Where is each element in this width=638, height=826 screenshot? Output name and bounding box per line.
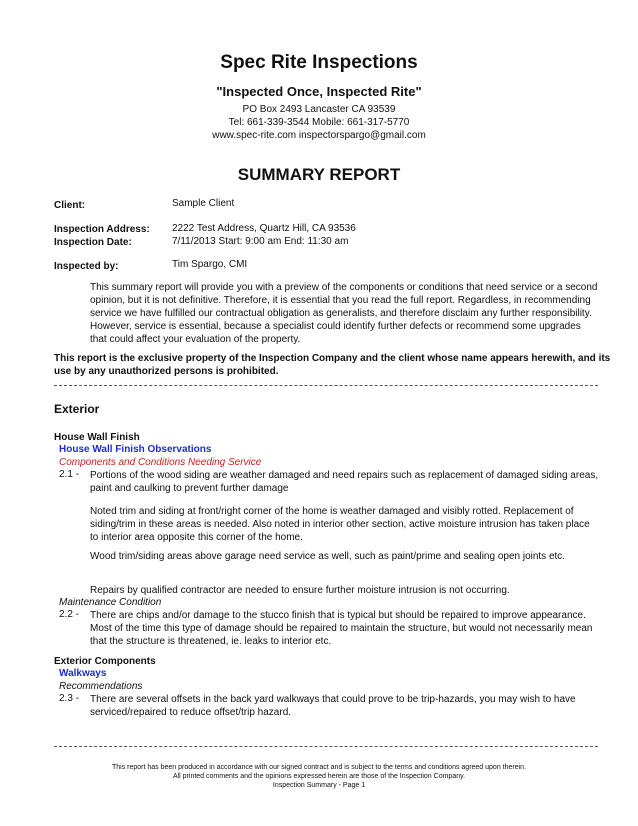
header-divider (54, 385, 598, 386)
company-name (0, 52, 638, 74)
footer-divider (54, 746, 598, 747)
inspector-label: Inspected by: (54, 261, 119, 272)
date-label: Inspection Date: (54, 237, 132, 248)
item-text: There are several offsets in the back yard walkways that could prove to be trip-hazards, you may wish to have serviced/repaired to reduce offset/trip hazard. (90, 694, 576, 718)
footer-page-number: Inspection Summary - Page 1 (272, 782, 366, 789)
company-tagline (0, 84, 638, 99)
intro-paragraph: This summary report will provide you with a preview of the components or conditions that need service or a second opinion, but it is not definitive. Therefore, it is essential that you read the full report. Regardless, in recommending service we have fulfilled our contractual obligation as generalists, and therefore disclaim any further responsibility. However, service is essential, because a specialist could identify further defects or recommend some upgrades that could affect your evaluation of the property. (90, 282, 598, 345)
client-value: Sample Client (172, 198, 235, 209)
report-title: SUMMARY REPORT (237, 165, 401, 184)
date-value: 7/11/2013 Start: 9:00 am End: 11:30 am (172, 236, 349, 247)
address-value: 2222 Test Address, Quartz Hill, CA 93536 (172, 223, 356, 234)
item-number: 2.2 - (59, 609, 80, 620)
item-text: There are chips and/or damage to the stucco finish that is typical but should be repaired to improve appearance. Most of the time this type of damage should be repaired to maintain the structure, but would not necessarily mean that the structure is threatened, ie. leaks to interior etc. (90, 610, 593, 647)
address-label: Inspection Address: (54, 224, 150, 235)
ownership-notice: This report is the exclusive property of the Inspection Company and the client whose name appears herewith, and its use by any unauthorized persons is prohibited. (54, 353, 611, 377)
item-number: 2.3 - (59, 693, 80, 704)
category-recommendations: Recommendations (59, 681, 143, 692)
item-text: Wood trim/siding areas above garage need service as well, such as paint/prime and sealing open joints etc. (90, 551, 566, 562)
section-title: Exterior (54, 402, 100, 416)
category-needing-service: Components and Conditions Needing Service (59, 457, 262, 468)
group-house-wall-finish: House Wall Finish (54, 432, 140, 443)
company-phones: Tel: 661-339-3544 Mobile: 661-317-5770 (228, 117, 410, 128)
inspector-value: Tim Spargo, CMI (172, 259, 248, 270)
company-address: PO Box 2493 Lancaster CA 93539 (242, 104, 396, 115)
item-number: 2.1 - (59, 469, 80, 480)
client-label: Client: (54, 200, 86, 211)
item-text: Portions of the wood siding are weather damaged and need repairs such as replacement of damaged siding areas, paint and caulking to prevent further damage (90, 470, 599, 494)
company-tagline-text: "Inspected Once, Inspected Rite" (216, 84, 422, 99)
footer-terms: This report has been produced in accordance with our signed contract and is subject to the terms and conditions agreed upon therein. (111, 764, 527, 771)
subgroup-house-wall-observations: House Wall Finish Observations (59, 444, 212, 455)
group-exterior-components: Exterior Components (54, 656, 156, 667)
item-text: Repairs by qualified contractor are needed to ensure further moisture intrusion is not occurring. (90, 585, 510, 596)
category-maintenance: Maintenance Condition (59, 597, 162, 608)
footer-opinions: All printed comments and the opinions expressed herein are those of the Inspection Company. (172, 773, 466, 780)
subgroup-walkways: Walkways (59, 668, 107, 679)
item-text: Noted trim and siding at front/right corner of the home is weather damaged and visibly rotted. Replacement of siding/trim in these areas is needed. Also noted in interior other section, active moisture intrusion has taken place to interior area opposite this corner of the home. (90, 506, 590, 543)
company-name-text: Spec Rite Inspections (220, 52, 418, 73)
company-web: www.spec-rite.com inspectorspargo@gmail.com (212, 130, 426, 141)
